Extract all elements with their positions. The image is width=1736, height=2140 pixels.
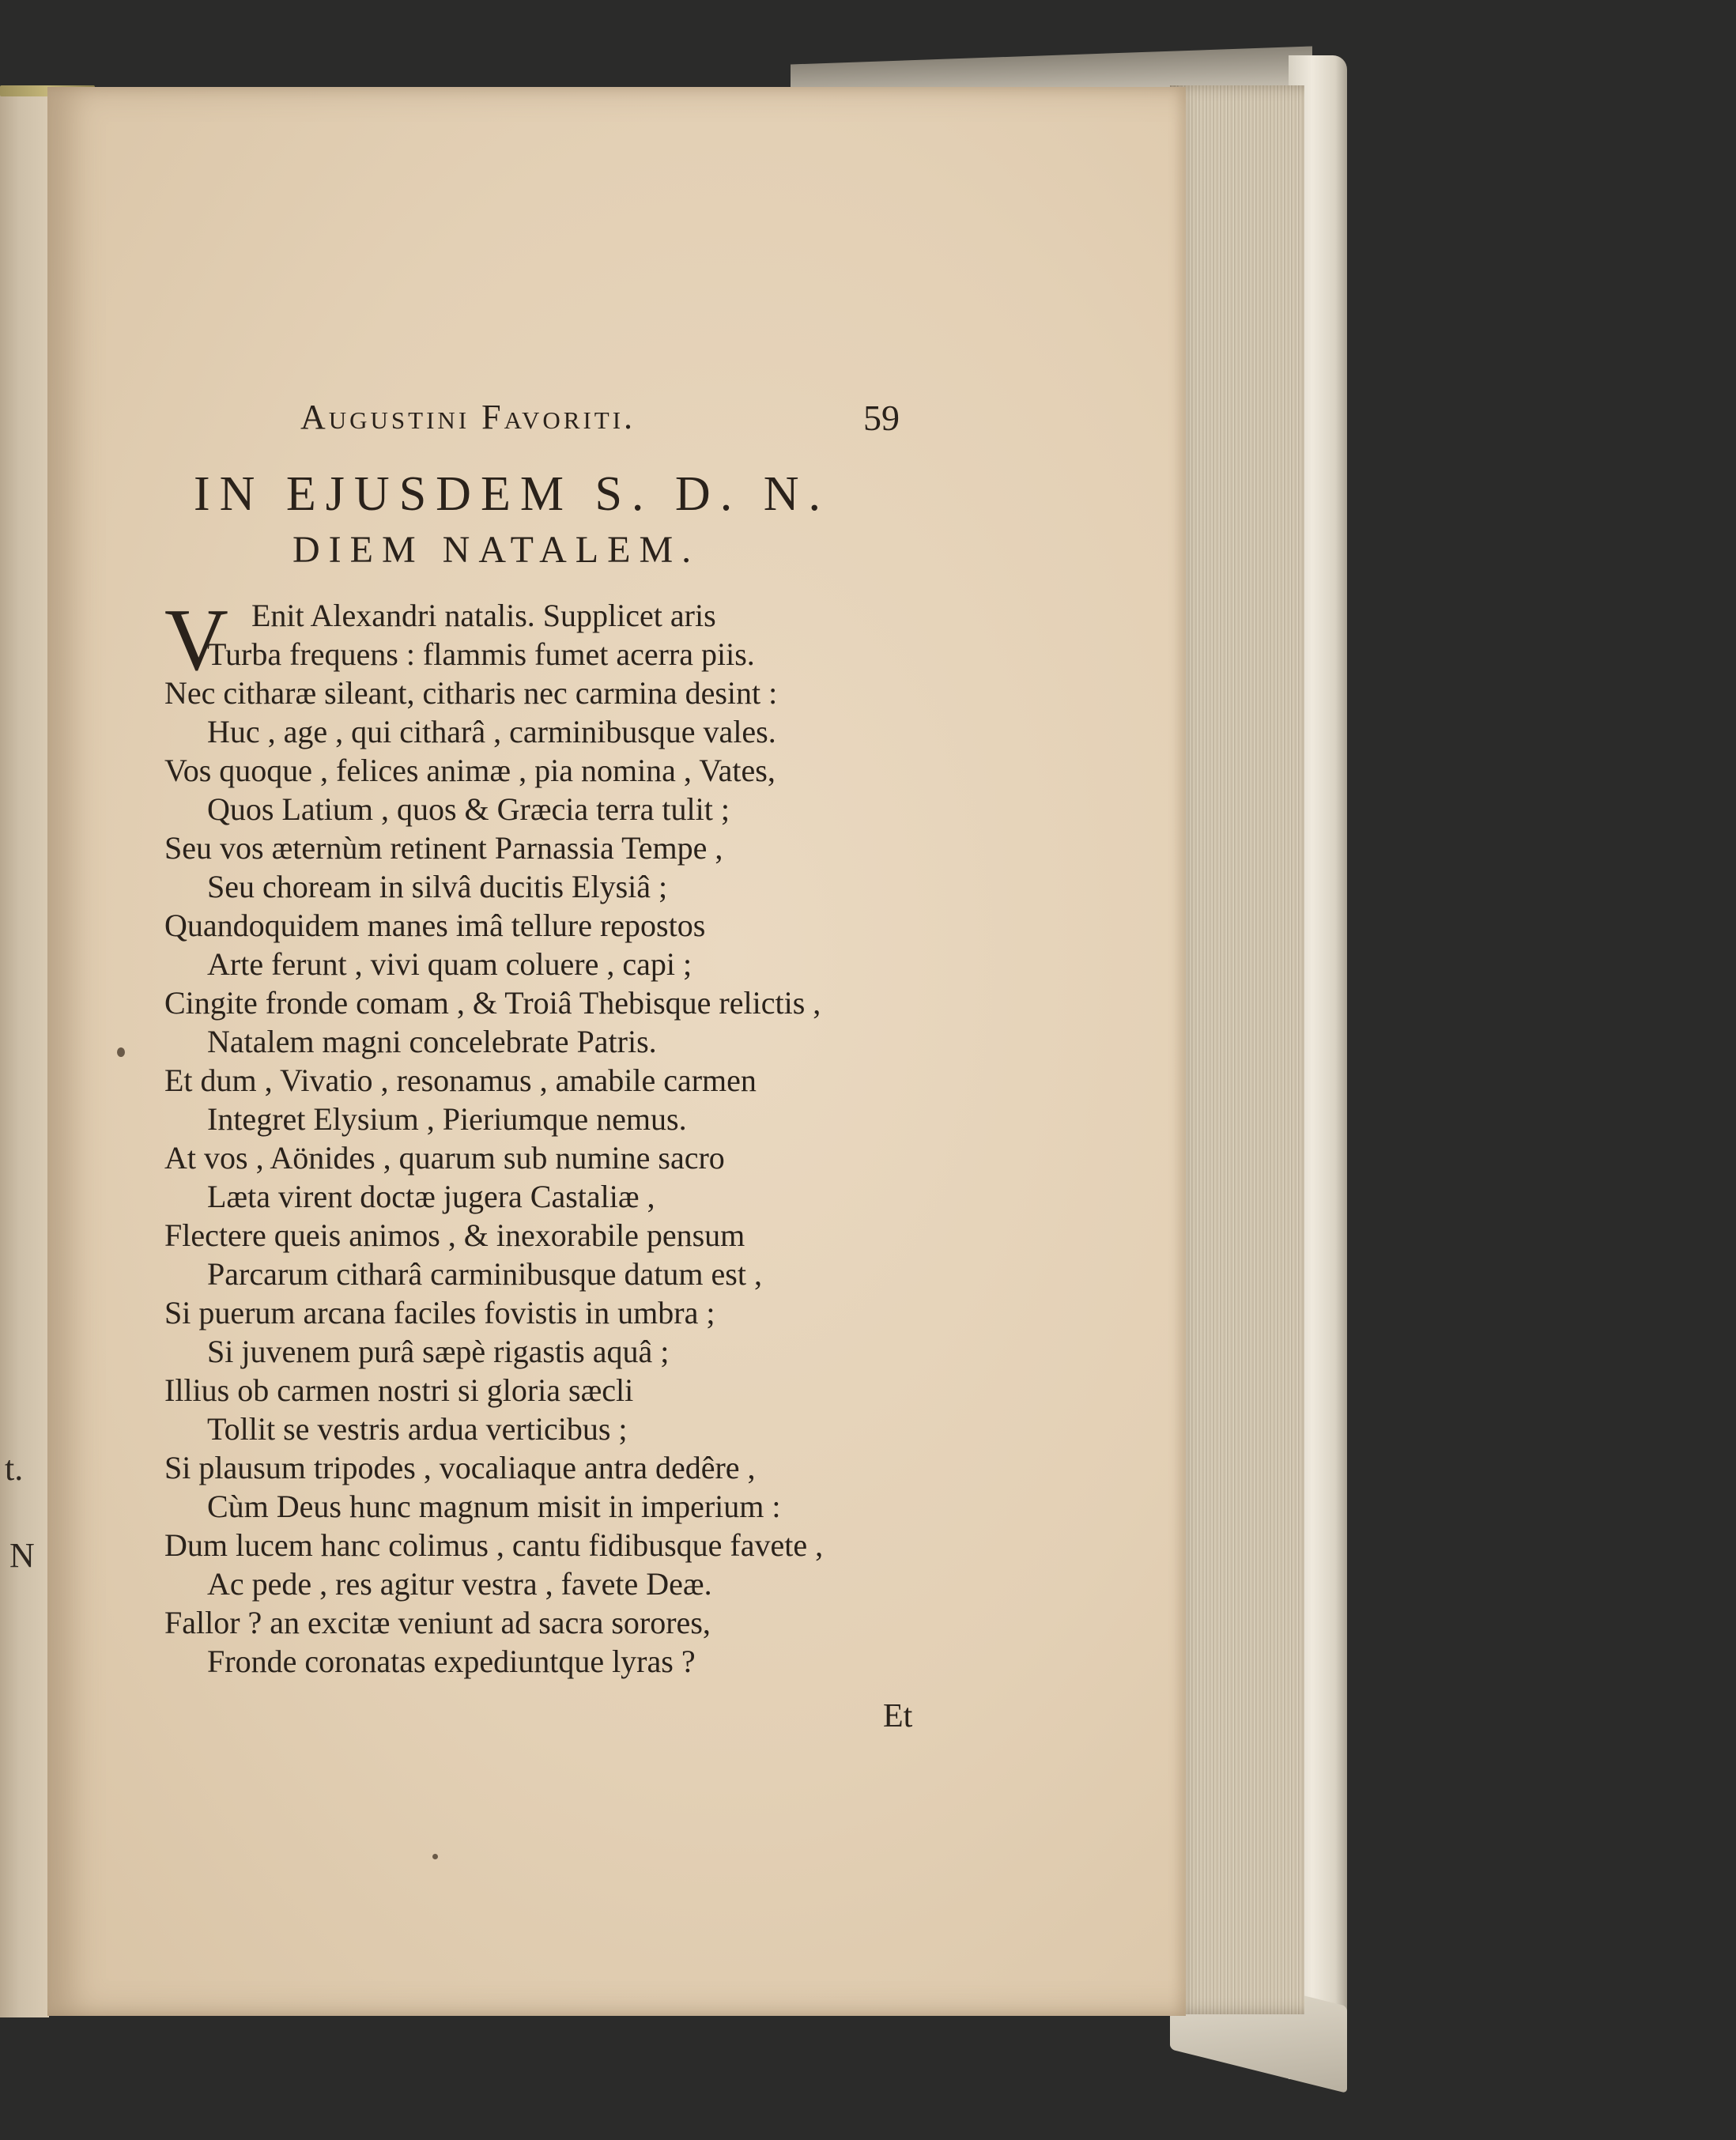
catchword: Et (883, 1698, 913, 1734)
running-head: Augustini Favoriti. (300, 398, 636, 436)
verse-line: Seu vos æternùm retinent Parnassia Tempe , (164, 830, 723, 866)
page (47, 87, 1186, 2016)
verse-line: Quos Latium , quos & Græcia terra tulit ; (207, 791, 730, 827)
drop-cap: V (164, 591, 228, 689)
verse-line: Tollit se vestris ardua verticibus ; (207, 1411, 628, 1447)
left-page-fragment: t. (5, 1449, 24, 1488)
verse-line: Turba frequens : flammis fumet acerra piis. (207, 636, 755, 672)
verse-line: Arte ferunt , vivi quam coluere , capi ; (207, 946, 693, 982)
verse-line: Huc , age , qui citharâ , carminibusque vales. (207, 714, 776, 749)
verse-line: Parcarum citharâ carminibusque datum est , (207, 1256, 762, 1292)
verse-line: Integret Elysium , Pieriumque nemus. (207, 1101, 687, 1137)
verse-line: Seu choream in silvâ ducitis Elysiâ ; (207, 869, 668, 904)
verse-line: Si juvenem purâ sæpè rigastis aquâ ; (207, 1334, 670, 1369)
verse-line: Cingite fronde comam , & Troiâ Thebisque relictis , (164, 985, 821, 1021)
verse-line: Cùm Deus hunc magnum misit in imperium : (207, 1489, 781, 1524)
poem-body (164, 591, 876, 1681)
verse-line: Natalem magni concelebrate Patris. (207, 1024, 657, 1059)
verse-line: At vos , Aönides , quarum sub numine sacro (164, 1140, 725, 1176)
verse-line: Læta virent doctæ jugera Castaliæ , (207, 1179, 655, 1214)
poem-subtitle: DIEM NATALEM. (292, 529, 700, 571)
verse-line: Enit Alexandri natalis. Supplicet aris (251, 598, 716, 633)
verse-line: Si puerum arcana faciles fovistis in umbra ; (164, 1295, 715, 1330)
verse-line: Illius ob carmen nostri si gloria sæcli (164, 1372, 634, 1408)
verse-line: Nec citharæ sileant, citharis nec carmina desint : (164, 675, 778, 711)
verse-line: Ac pede , res agitur vestra , favete Deæ. (207, 1566, 712, 1602)
verse-line: Si plausum tripodes , vocaliaque antra dedêre , (164, 1450, 756, 1485)
verse-line: Fronde coronatas expediuntque lyras ? (207, 1644, 696, 1679)
verse-line: Et dum , Vivatio , resonamus , amabile carmen (164, 1062, 757, 1098)
paper-speck (117, 1047, 125, 1057)
verse-line: Dum lucem hanc colimus , cantu fidibusque favete , (164, 1527, 824, 1563)
left-page (0, 89, 49, 2017)
poem-title: IN EJUSDEM S. D. N. (194, 467, 830, 521)
verse-line: Vos quoque , felices animæ , pia nomina , Vates, (164, 753, 776, 788)
verse-line: Fallor ? an excitæ veniunt ad sacra sorores, (164, 1605, 711, 1640)
paper-speck (432, 1854, 438, 1859)
page-fore-edge (1170, 85, 1304, 2014)
left-page-fragment: N (9, 1536, 35, 1575)
verse-line: Flectere queis animos , & inexorabile pensum (164, 1217, 745, 1253)
page-number: 59 (863, 398, 900, 438)
verse-line: Quandoquidem manes imâ tellure repostos (164, 908, 706, 943)
